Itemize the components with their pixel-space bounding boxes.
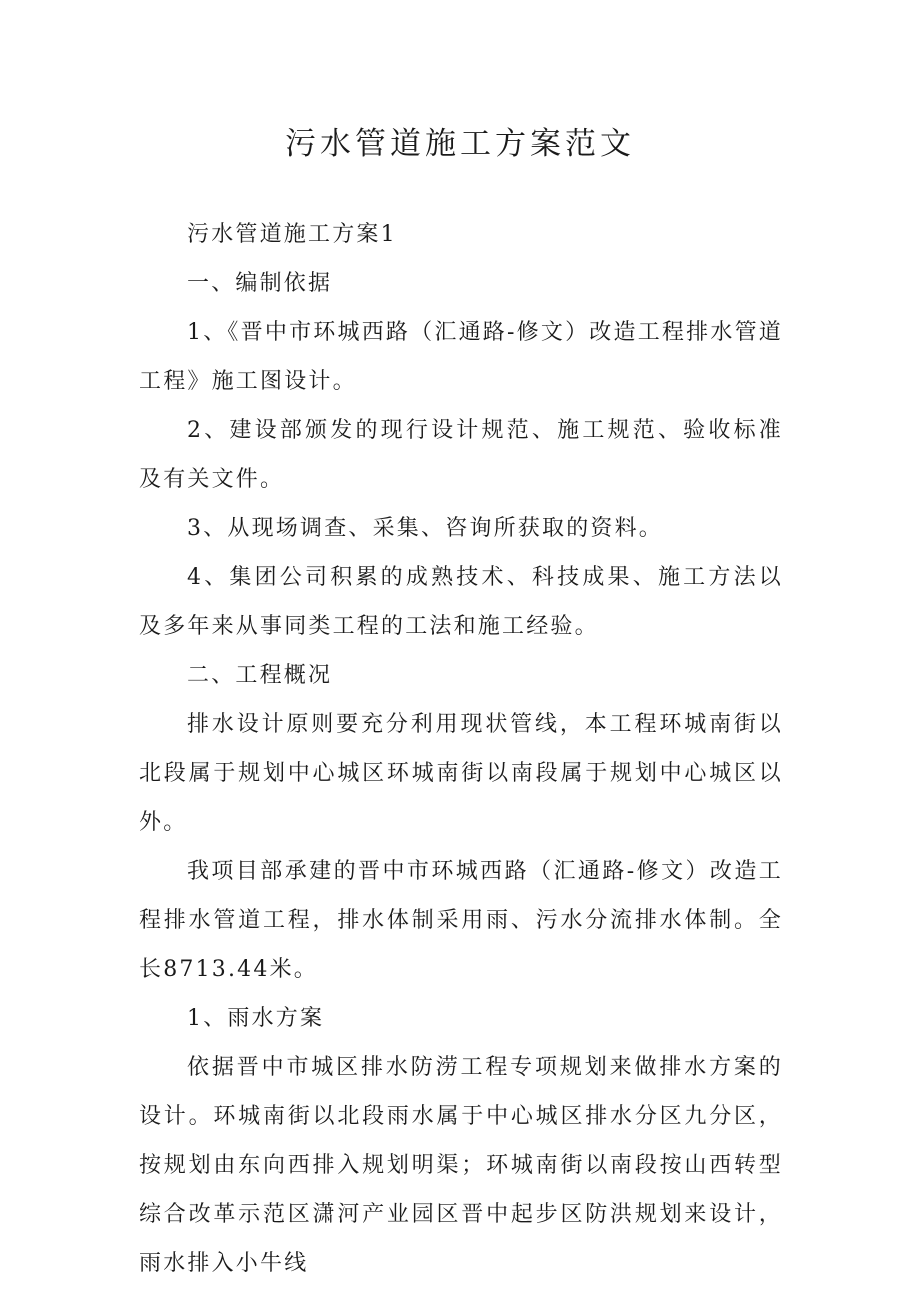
document-body [139, 210, 783, 1288]
paragraph-overview-2: 我项目部承建的晋中市环城西路（汇通路-修文）改造工程排水管道工程，排水体制采用雨、污水分流排水体制。全长8713.44米。 [139, 859, 783, 982]
paragraph-basis-4: 4、集团公司积累的成熟技术、科技成果、施工方法以及多年来从事同类工程的工法和施工经验。 [139, 565, 783, 639]
paragraph-basis-2: 2、建设部颁发的现行设计规范、施工规范、验收标准及有关文件。 [139, 418, 783, 492]
paragraph-basis-1: 1、《晋中市环城西路（汇通路-修文）改造工程排水管道工程》施工图设计。 [139, 320, 783, 394]
paragraph-basis-3: 3、从现场调查、采集、咨询所获取的资料。 [187, 516, 663, 541]
section-heading-plan-1: 污水管道施工方案1 [187, 222, 397, 247]
paragraph-overview-1: 排水设计原则要充分利用现状管线，本工程环城南街以北段属于规划中心城区环城南街以南段属于规划中心城区以外。 [139, 712, 783, 835]
section-heading-basis: 一、编制依据 [187, 271, 333, 296]
section-heading-rainwater: 1、雨水方案 [187, 1006, 325, 1031]
document-title: 污水管道施工方案范文 [285, 126, 635, 162]
paragraph-rainwater-1: 依据晋中市城区排水防涝工程专项规划来做排水方案的设计。环城南街以北段雨水属于中心城区排水分区九分区，按规划由东向西排入规划明渠；环城南街以南段按山西转型综合改革示范区潇河产业园区晋中起步区防洪规划来设计，雨水排入小牛线 [139, 1055, 783, 1276]
section-heading-overview: 二、工程概况 [187, 663, 333, 688]
